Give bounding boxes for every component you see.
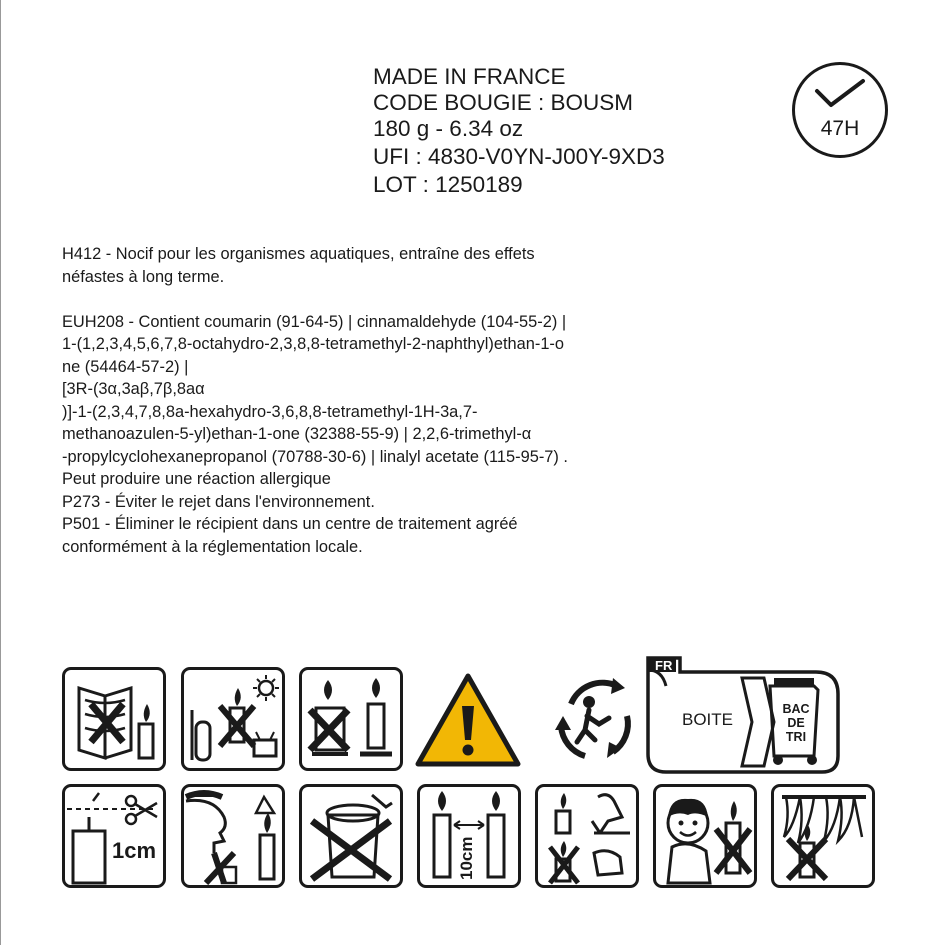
text-line: Peut produire une réaction allergique [62,470,331,488]
triman-icon [555,676,641,767]
text-line: 1-(1,2,3,4,5,6,7,8-octahydro-2,3,8,8-tetramethyl-2-naphthyl)ethan-1-o [62,335,565,353]
trim-wick-icon [62,784,166,888]
text-line: H412 - Nocif pour les organismes aquatiques, entraîne des effets [62,245,535,263]
net-weight: 180 g - 6.34 oz [373,116,524,141]
spacing-label: 10cm [457,836,476,880]
text-line: P273 - Éviter le rejet dans l'environnement. [62,492,375,511]
text-line: ne (54464-57-2) | [62,357,189,376]
no-drafts-icon [62,667,166,771]
made-in-label: MADE IN FRANCE [373,64,566,89]
trim-length-label: 1cm [112,838,157,863]
text-line: EUH208 - Contient coumarin (91-64-5) | cinnamaldehyde (104-55-2) | [62,312,567,331]
product-info [373,64,665,198]
text-line: -propylcyclohexanepropanol (70788-30-6) | linalyl acetate (115-95-7) . [62,447,568,466]
bin-label-line: BAC [782,702,810,716]
item-label: BOITE [682,710,734,729]
no-flammables-nearby-icon [299,667,403,771]
lot-number: LOT : 1250189 [373,172,523,197]
text-line: conformément à la réglementation locale. [62,537,363,556]
country-label: FR [655,658,673,673]
bin-label-line: TRI [785,730,807,744]
never-unattended-icon [535,784,639,888]
text-line: néfastes à long terme. [62,267,225,286]
bin-label-line: DE [787,716,805,730]
h412-statement [62,243,702,288]
euh208-statement [62,311,702,559]
no-curtains-icon [771,784,875,888]
keep-away-children-icon [653,784,757,888]
candle-code: CODE BOUGIE : BOUSM [373,90,634,115]
text-line: methanoazulen-5-yl)ethan-1-one (32388-55-9) | 2,2,6-trimethyl-α [62,425,532,443]
bin-label [776,702,816,744]
text-line: P501 - Éliminer le récipient dans un centre de traitement agréé [62,515,518,533]
burn-time-label: 47H [820,117,860,140]
ufi-code: UFI : 4830-V0YN-J00Y-9XD3 [373,144,665,169]
text-line: )]-1-(2,3,4,7,8,8a-hexahydro-3,6,8,8-tetramethyl-1H-3a,7- [62,402,478,421]
warning-triangle-icon [412,670,524,775]
page-border [0,0,1,945]
burn-time-badge [792,62,888,158]
no-reuse-container-icon [299,784,403,888]
no-heat-sources-icon [181,667,285,771]
hazard-statements [62,243,702,558]
check-icon [813,77,867,113]
recycling-info [646,656,842,774]
text-line: [3R-(3α,3aβ,7β,8aα [62,380,205,398]
do-not-blow-icon [181,784,285,888]
